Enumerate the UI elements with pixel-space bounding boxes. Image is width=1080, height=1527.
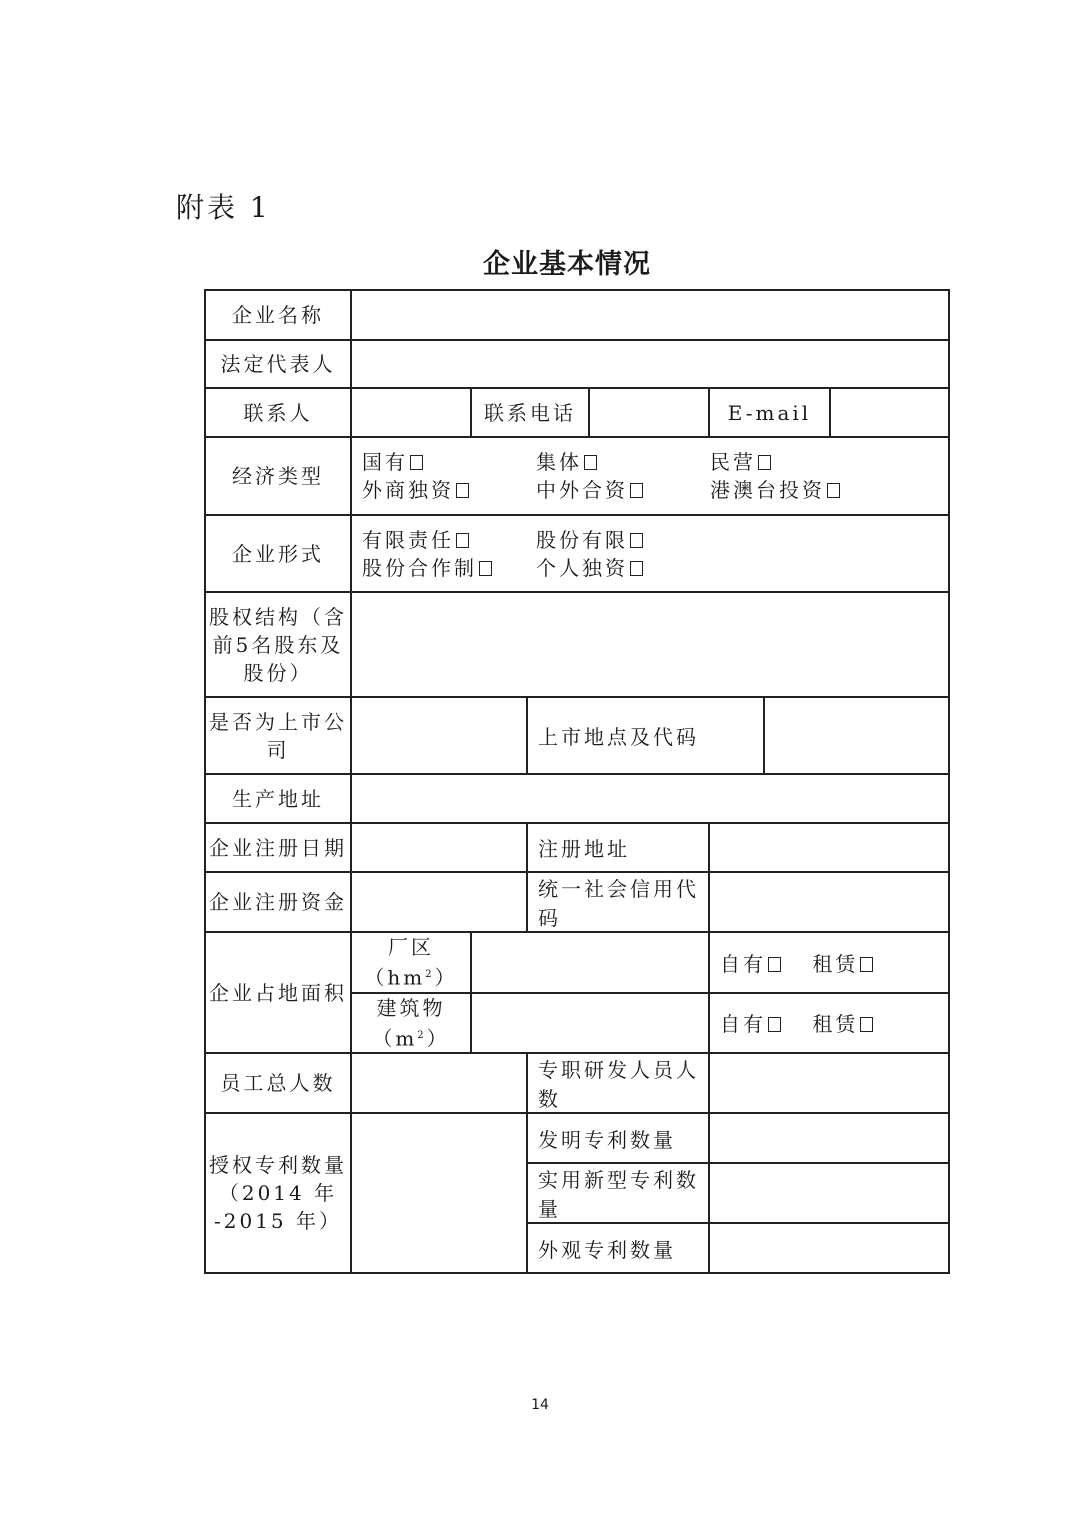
registered-address-field[interactable] — [709, 823, 949, 872]
registration-date-field[interactable] — [351, 823, 527, 872]
option-cooperative[interactable]: 股份合作制 — [362, 554, 536, 582]
registered-capital-field[interactable] — [351, 872, 527, 932]
checkbox[interactable] — [630, 533, 643, 548]
enterprise-form-label: 企业形式 — [205, 515, 351, 592]
option-hk-macau-taiwan[interactable]: 港澳台投资 — [710, 476, 884, 504]
design-patents-label: 外观专利数量 — [527, 1223, 709, 1273]
plant-ownership — [709, 932, 949, 993]
utility-patents-label: 实用新型专利数量 — [527, 1163, 709, 1223]
design-patents-field[interactable] — [709, 1223, 949, 1273]
enterprise-info-form — [204, 289, 950, 1274]
plant-area-label: 厂区$(hm^2)$ — [351, 932, 471, 993]
total-employees-label: 员工总人数 — [205, 1053, 351, 1113]
email-label: E-mail — [709, 388, 830, 437]
leased-option[interactable]: 租赁 — [812, 952, 873, 976]
company-name-label: 企业名称 — [205, 290, 351, 340]
building-area-label: 建筑物$(m^2)$ — [351, 993, 471, 1054]
patents-label: 授权专利数量 （2014 年 -2015 年） — [205, 1113, 351, 1273]
page-number: 14 — [531, 1397, 549, 1413]
building-ownership — [709, 993, 949, 1054]
option-private[interactable]: 民营 — [710, 448, 884, 476]
option-limited-liability[interactable]: 有限责任 — [362, 526, 536, 554]
credit-code-label: 统一社会信用代码 — [527, 872, 709, 932]
legal-rep-field[interactable] — [351, 340, 949, 388]
production-address-label: 生产地址 — [205, 774, 351, 823]
patents-total-field[interactable] — [351, 1113, 527, 1273]
economic-type-options — [351, 437, 949, 515]
checkbox[interactable] — [479, 561, 492, 576]
checkbox[interactable] — [456, 483, 469, 498]
economic-type-label: 经济类型 — [205, 437, 351, 515]
page-title: 企业基本情况 — [483, 249, 651, 280]
option-sole-proprietorship[interactable]: 个人独资 — [536, 554, 710, 582]
checkbox[interactable] — [758, 455, 771, 470]
checkbox[interactable] — [768, 957, 781, 972]
equity-structure-field[interactable] — [351, 592, 949, 697]
production-address-field[interactable] — [351, 774, 949, 823]
owned-option[interactable]: 自有 — [720, 952, 781, 976]
checkbox[interactable] — [584, 455, 597, 470]
rd-staff-label: 专职研发人员人数 — [527, 1053, 709, 1113]
option-joint-stock[interactable]: 股份有限 — [536, 526, 710, 554]
checkbox[interactable] — [768, 1017, 781, 1032]
plant-area-field[interactable] — [471, 932, 709, 993]
email-field[interactable] — [830, 388, 949, 437]
invention-patents-label: 发明专利数量 — [527, 1113, 709, 1163]
legal-rep-label: 法定代表人 — [205, 340, 351, 388]
checkbox[interactable] — [630, 483, 643, 498]
credit-code-field[interactable] — [709, 872, 949, 932]
checkbox[interactable] — [456, 533, 469, 548]
invention-patents-field[interactable] — [709, 1113, 949, 1163]
option-joint-venture[interactable]: 中外合资 — [536, 476, 710, 504]
checkbox[interactable] — [827, 483, 840, 498]
registration-date-label: 企业注册日期 — [205, 823, 351, 872]
contact-person-field[interactable] — [351, 388, 471, 437]
listed-company-field[interactable] — [351, 697, 527, 774]
checkbox[interactable] — [860, 1017, 873, 1032]
contact-phone-label: 联系电话 — [471, 388, 589, 437]
land-area-label: 企业占地面积 — [205, 932, 351, 1053]
owned-option[interactable]: 自有 — [720, 1012, 781, 1036]
annex-label: 附表 1 — [176, 191, 271, 224]
option-state-owned[interactable]: 国有 — [362, 448, 536, 476]
checkbox[interactable] — [860, 957, 873, 972]
building-area-field[interactable] — [471, 993, 709, 1054]
registered-address-label: 注册地址 — [527, 823, 709, 872]
contact-person-label: 联系人 — [205, 388, 351, 437]
listed-company-label: 是否为上市公司 — [205, 697, 351, 774]
checkbox[interactable] — [410, 455, 423, 470]
listing-place-code-field[interactable] — [764, 697, 949, 774]
company-name-field[interactable] — [351, 290, 949, 340]
total-employees-field[interactable] — [351, 1053, 527, 1113]
utility-patents-field[interactable] — [709, 1163, 949, 1223]
leased-option[interactable]: 租赁 — [812, 1012, 873, 1036]
equity-structure-label: 股权结构（含前5名股东及股份） — [205, 592, 351, 697]
contact-phone-field[interactable] — [589, 388, 709, 437]
rd-staff-field[interactable] — [709, 1053, 949, 1113]
checkbox[interactable] — [630, 561, 643, 576]
listing-place-code-label: 上市地点及代码 — [527, 697, 764, 774]
option-foreign-owned[interactable]: 外商独资 — [362, 476, 536, 504]
option-collective[interactable]: 集体 — [536, 448, 710, 476]
enterprise-form-options — [351, 515, 949, 592]
registered-capital-label: 企业注册资金 — [205, 872, 351, 932]
